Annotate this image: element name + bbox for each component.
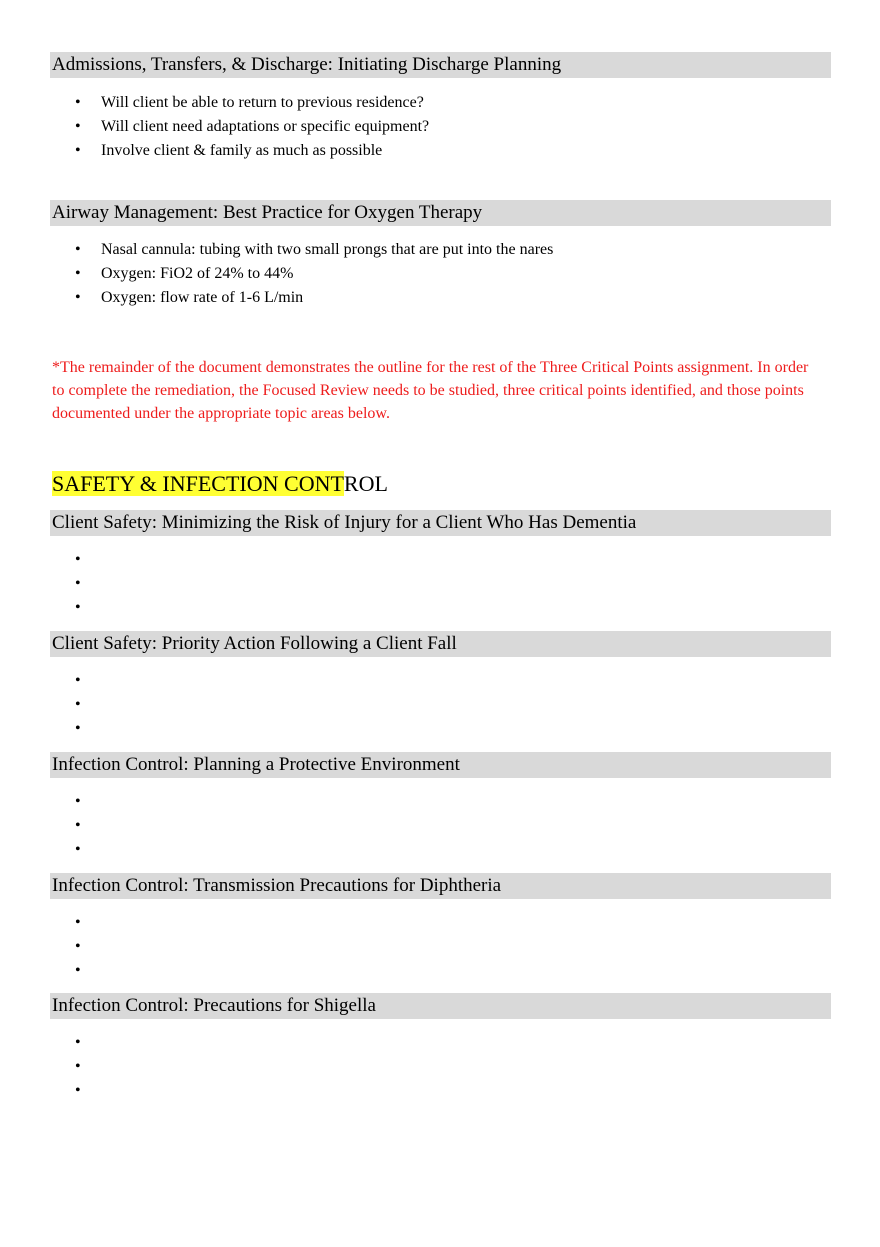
bullet-icon: •: [75, 1082, 81, 1099]
bullet-list-protective-environment: [0, 790, 800, 862]
list-item: [0, 548, 800, 572]
bullet-list-client-fall: [0, 669, 800, 741]
bullet-icon: •: [75, 914, 81, 931]
topic-heading-protective-environment: Infection Control: Planning a Protective Environment: [50, 752, 831, 778]
bullet-icon: •: [75, 94, 81, 111]
section-title-rest: ROL: [343, 471, 388, 496]
bullet-icon: •: [75, 142, 81, 159]
bullet-icon: •: [75, 265, 81, 282]
topic-heading-shigella: Infection Control: Precautions for Shigella: [50, 993, 831, 1019]
bullet-icon: •: [75, 962, 81, 979]
list-item: • Will client be able to return to previous residence?: [0, 91, 800, 115]
list-item: [0, 1079, 800, 1103]
bullet-icon: •: [75, 672, 81, 689]
list-item: [0, 669, 800, 693]
list-item: [0, 1031, 800, 1055]
bullet-list-dementia-safety: [0, 548, 800, 620]
list-item: [0, 935, 800, 959]
list-item: [0, 1055, 800, 1079]
list-item: [0, 911, 800, 935]
bullet-icon: •: [75, 720, 81, 737]
section-title: [52, 470, 388, 498]
list-item: [0, 790, 800, 814]
bullet-icon: •: [75, 551, 81, 568]
topic-heading-diphtheria: Infection Control: Transmission Precautions for Diphtheria: [50, 873, 831, 899]
bullet-icon: •: [75, 817, 81, 834]
bullet-list-diphtheria: [0, 911, 800, 983]
topic-heading-client-fall: Client Safety: Priority Action Following a Client Fall: [50, 631, 831, 657]
list-item: [0, 814, 800, 838]
bullet-icon: •: [75, 1058, 81, 1075]
bullet-icon: •: [75, 599, 81, 616]
topic-heading-discharge-planning: Admissions, Transfers, & Discharge: Initiating Discharge Planning: [50, 52, 831, 78]
bullet-icon: •: [75, 841, 81, 858]
bullet-icon: •: [75, 118, 81, 135]
topic-heading-dementia-safety: Client Safety: Minimizing the Risk of Injury for a Client Who Has Dementia: [50, 510, 831, 536]
bullet-list-oxygen-therapy: [0, 238, 800, 310]
bullet-icon: •: [75, 289, 81, 306]
list-item: • Oxygen: FiO2 of 24% to 44%: [0, 262, 800, 286]
list-item: • Involve client & family as much as possible: [0, 139, 800, 163]
list-item: • Will client need adaptations or specific equipment?: [0, 115, 800, 139]
bullet-list-shigella: [0, 1031, 800, 1103]
list-item: • Oxygen: flow rate of 1-6 L/min: [0, 286, 800, 310]
bullet-icon: •: [75, 793, 81, 810]
bullet-icon: •: [75, 241, 81, 258]
section-title-highlighted: SAFETY & INFECTION CONT: [52, 471, 344, 496]
list-item: [0, 596, 800, 620]
list-item: [0, 838, 800, 862]
topic-heading-oxygen-therapy: Airway Management: Best Practice for Oxygen Therapy: [50, 200, 831, 226]
list-item: [0, 572, 800, 596]
instruction-note: *The remainder of the document demonstrates the outline for the rest of the Three Critical Points assignment. In order to complete the remediation, the Focused Review needs to be studied, three critical points identified, and those points documented under the appropriate topic areas below.: [52, 359, 809, 422]
list-item: • Nasal cannula: tubing with two small prongs that are put into the nares: [0, 238, 800, 262]
bullet-icon: •: [75, 575, 81, 592]
bullet-icon: •: [75, 1034, 81, 1051]
bullet-icon: •: [75, 696, 81, 713]
bullet-list-discharge-planning: [0, 91, 800, 163]
bullet-icon: •: [75, 938, 81, 955]
list-item: [0, 717, 800, 741]
list-item: [0, 959, 800, 983]
list-item: [0, 693, 800, 717]
